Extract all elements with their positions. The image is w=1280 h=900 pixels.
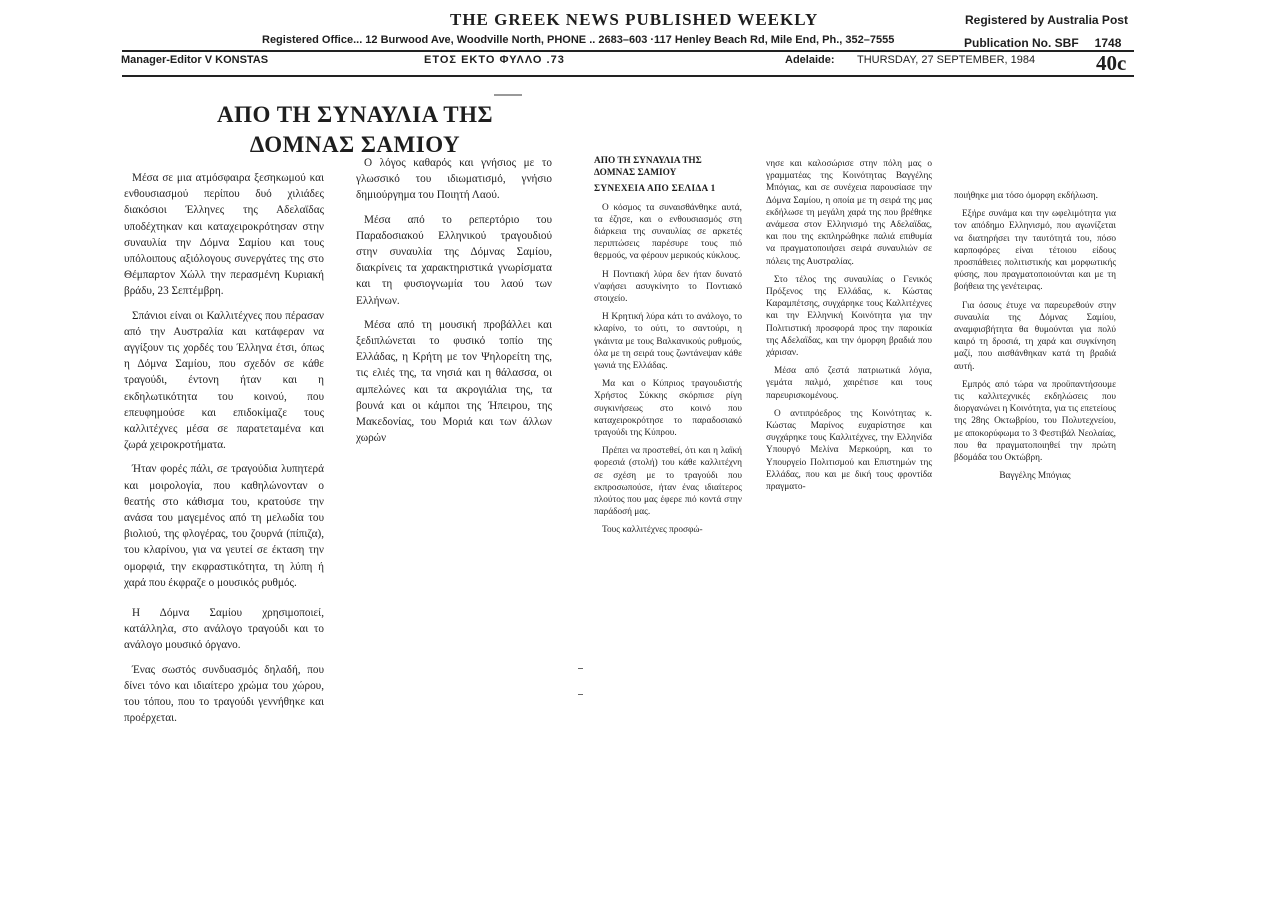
masthead-bottom-rule — [122, 75, 1134, 77]
paragraph: Μα και ο Κύπριος τραγουδιστής Χρήστος Σύκκης σκόρπισε ρίγη συγκινήσεως στο κοινό που καταχειροκρότησε το παραδοσιακό τραγούδι της Κύπρου. — [594, 379, 742, 439]
paragraph: Η Κρητική λύρα κάτι το ανάλογο, το κλαρίνο, το ούτι, το σαντούρι, η γκάιντα με τους Βαλκανικούς ρυθμούς, όλα με τη σειρά τους ζωντάνεψαν κάθε γωνιά της Ελλάδας. — [594, 312, 742, 372]
paragraph: Τους καλλιτέχνες προσφώ- — [602, 525, 703, 536]
paragraph: ποιήθηκε μια τόσο όμορφη εκδήλωση. — [954, 191, 1098, 201]
publication-number-value: 1748 — [1094, 36, 1122, 50]
article-column-1 — [124, 170, 324, 735]
paragraph: Εμπρός από τώρα να προϋπαντήσουμε τις καλλιτεχνικές εκδηλώσεις που διοργανώνει η Κοινότητα, για τις επετείους της 28ης Οκτωβρίου, του Πολυτεχνείου, με αποκορύφωμα το 3 Φεστιβάλ Νεολαίας, που θα πραγματοποιηθεί την πρώτη βδομάδα του Οκτώβρη. — [954, 379, 1116, 464]
paragraph: Η Δόμνα Σαμίου χρησιμοποιεί, κατάλληλα, στο ανάλογο τραγούδι και το ανάλογο μουσικό όργανο. — [124, 607, 324, 652]
paragraph: Ο αντιπρόεδρος της Κοινότητας κ. Κώστας Μαρίνος ευχαρίστησε και συγχάρηκε τους Καλλιτέχνες, την Ελληνίδα Υπουργό Μελίνα Μερκούρη, και το Υπουργείο Πολιτισμού και Επιστημών της Ελλάδας, που και με δική τους φροντίδα πραγματο- — [766, 408, 932, 493]
publication-label: Publication No. SBF — [964, 36, 1079, 50]
paragraph: Μέσα σε μια ατμόσφαιρα ξεσηκωμού και ενθουσιασμού περίπου δυό χιλιάδες διακόσιοι Έλληνες της Αδελαϊδας υποδέχτηκαν και καταχειροκρότησαν στην συναυλία την Δόμνα Σαμίου και τους υπόλοιπους αξιόλογους συνεργάτες της στο Θέμπαρτον Χώλλ την περασμένη Κυριακή βράδυ, 23 Σεπτέμβρη. — [124, 172, 324, 298]
headline-line-2: ΔΟΜΝΑΣ ΣΑΜΙΟΥ — [249, 132, 461, 157]
headline-line-1: ΑΠΟ ΤΗ ΣΥΝΑΥΛΙΑ ΤΗΣ — [216, 102, 494, 127]
masthead-top-rule — [122, 50, 1134, 52]
paragraph: Ήταν φορές πάλι, σε τραγούδια λυπητερά και μοιρολογία, που καθηλώνονταν ο θεατής στο κάθισμα του, κρατούσε την ανάσα του μαγεμένος από τη μελωδία του βιολιού, της φλογέρας, του ζουρνά (πίπιζα), του κλαρίνου, για να γευτεί σε έκταση την ομορφιά, την εκφραστικότητα, τη λύπη ή χαρά που έκφραζε ο μουσικός ρυθμός. — [124, 463, 324, 589]
print-mark — [494, 94, 522, 96]
paragraph: Η Ποντιακή λύρα δεν ήταν δυνατό ν'αφήσει ασυγκίνητο το Ποντιακό στοιχείο. — [594, 269, 742, 305]
continuation-column-2 — [766, 158, 932, 499]
year-issue: ΕΤΟΣ ΕΚΤΟ ΦΥΛΛΟ .73 — [424, 54, 565, 66]
paragraph: Για όσους έτυχε να παρευρεθούν στην συναυλία της Δόμνας Σαμίου, αναμφισβήτητα θα θυμούνται για πολύ καιρό τη δροσιά, τη χαρά και συγκίνηση μαζί, που αισθάνθηκαν κατά τη βραδιά αυτή. — [954, 300, 1116, 372]
editor-line: Manager-Editor V KONSTAS — [121, 54, 269, 66]
continued-from-label: ΣΥΝΕΧΕΙΑ ΑΠΟ ΣΕΛΙΔΑ 1 — [594, 184, 716, 195]
continuation-heading-line-2: ΔΟΜΝΑΣ ΣΑΜΙΟΥ — [594, 168, 677, 179]
paragraph: Μέσα από το ρεπερτόριο του Παραδοσιακού Ελληνικού τραγουδιού στην συναυλία της Δόμνας Σαμίου, διακρίνεις τα χαρακτηριστικά γνωρίσματα και τη φυσιογνωμία του λαού των Ελλήνων. — [356, 213, 552, 307]
article-column-2 — [356, 155, 552, 482]
price: 40c — [1096, 51, 1127, 75]
continuation-heading-line-1: ΑΠΟ ΤΗ ΣΥΝΑΥΛΙΑ ΤΗΣ — [594, 156, 702, 166]
article-headline — [160, 100, 550, 160]
continuation-heading — [594, 155, 742, 179]
continuation-column-3 — [954, 190, 1116, 488]
dateline-city: Adelaide: — [785, 54, 835, 66]
paragraph: Μέσα από τη μουσική προβάλλει και ξεδιπλώνεται το φυσικό τοπίο της Ελλάδας, η Κρήτη με τον Ψηλορείτη της, τις ελιές της, τα νησιά και η θάλασσα, οι αμπελώνες και τα ακρογιάλια της, τα βουνά και οι κάμποι της Ήπειρου, της Μακεδονίας, του Μοριά και των άλλων χωρών — [356, 318, 552, 445]
issue-date: THURSDAY, 27 SEPTEMBER, 1984 — [857, 54, 1036, 66]
paragraph: Ο λόγος καθαρός και γνήσιος με το γλωσσικό του ιδιωματισμό, γνήσιο δημιούργημα του Ποιητή Λαού. — [356, 157, 552, 202]
continuation-column-1 — [594, 155, 742, 543]
office-address: Registered Office... 12 Burwood Ave, Woodville North, PHONE .. 2683–603 ·117 Henley Beach Rd, Mile End, Ph., 352–7555 — [262, 34, 895, 46]
paragraph: Σπάνιοι είναι οι Καλλιτέχνες που πέρασαν από την Αυστραλία και κατάφεραν να αγγίξουν τις χορδές του Έλληνα έτσι, όπως η Δόμνα Σαμίου, που σχεδόν σε κάθε τραγούδι, έντονη ήταν και η εκδηλωτικότητα του κοινού, που επευφημούσε και επιδοκίμαζε τους καλλιτέχνες μέσα σε παρατεταμένα και ζωρά χειροκροτήματα. — [124, 309, 324, 452]
newspaper-title: THE GREEK NEWS PUBLISHED WEEKLY — [450, 10, 819, 29]
publication-number — [964, 36, 1121, 50]
column-2-cut-off — [354, 462, 556, 486]
print-speck — [578, 694, 583, 695]
print-speck — [578, 668, 583, 669]
paragraph: Στο τέλος της συναυλίας ο Γενικός Πρόξενος της Ελλάδας, κ. Κώστας Καραμπέτσης, συγχάρηκε τους Καλλιτέχνες και την Ελληνική Κοινότητα για την Πολιτιστική προσφορά προς την παροικία της Αδελαϊδας, και την όμορφη βραδιά που χάρισαν. — [766, 274, 932, 359]
author-signature: Βαγγέλης Μπόγιας — [999, 471, 1071, 482]
paragraph: Μέσα από ζεστά πατριωτικά λόγια, γεμάτα παλμό, χαιρέτισε και τους παρευρισκομένους. — [766, 366, 932, 401]
paragraph: Πρέπει να προστεθεί, ότι και η λαϊκή φορεσιά (στολή) του κάθε καλλιτέχνη σε σχέση με το τραγούδι που εκπροσωπούσε, ήταν ένας ιδιαίτερος πλούτος που μας έφερε πιό κοντά στην παράδοσή μας. — [594, 446, 742, 518]
paragraph: Ο κόσμος τα συναισθάνθηκε αυτά, τα έζησε, και ο ενθουσιασμός στη διάρκεια της συναυλίας σε αρκετές περιπτώσεις παρέσυρε τους πιό θερμούς, να φέρουν μερικούς κύκλους. — [594, 202, 742, 262]
registration-note: Registered by Australia Post — [965, 13, 1128, 27]
paragraph: νησε και καλοσώρισε στην πόλη μας ο γραμματέας της Κοινότητας Βαγγέλης Μπόγιας, και σε συνέχεια παρουσίασε την Δόμνα Σαμίου, η οποία με τη σειρά της μας εκδήλωσε τη μεγάλη χαρά της που βρέθηκε ανάμεσα στον Ελληνισμό της Αδελαϊδας, και που της εκπληρώθηκε παλιά επιθυμία να πραγματοποιήσει σειρά συναυλιών σε πόλεις της Αυστραλίας. — [766, 159, 932, 267]
paragraph: Εξήρε συνάμα και την ωφελιμότητα για τον απόδημο Ελληνισμό, που αγωνίζεται να διατηρήσει την ταυτότητά του, πόσο καρποφόρες είναι τέτοιου είδους προσπάθειες πολιτιστικής και μορφωτικής φύσης, που πραγματοποιούνται και με τη βοήθεια της γενέτειρας. — [954, 209, 1116, 293]
paragraph: Ένας σωστός συνδυασμός δηλαδή, που δίνει τόνο και ιδιαίτερο χρώμα του χώρου, του τόπου, που το τραγούδι γεννήθηκε και προέρχεται. — [124, 663, 324, 725]
